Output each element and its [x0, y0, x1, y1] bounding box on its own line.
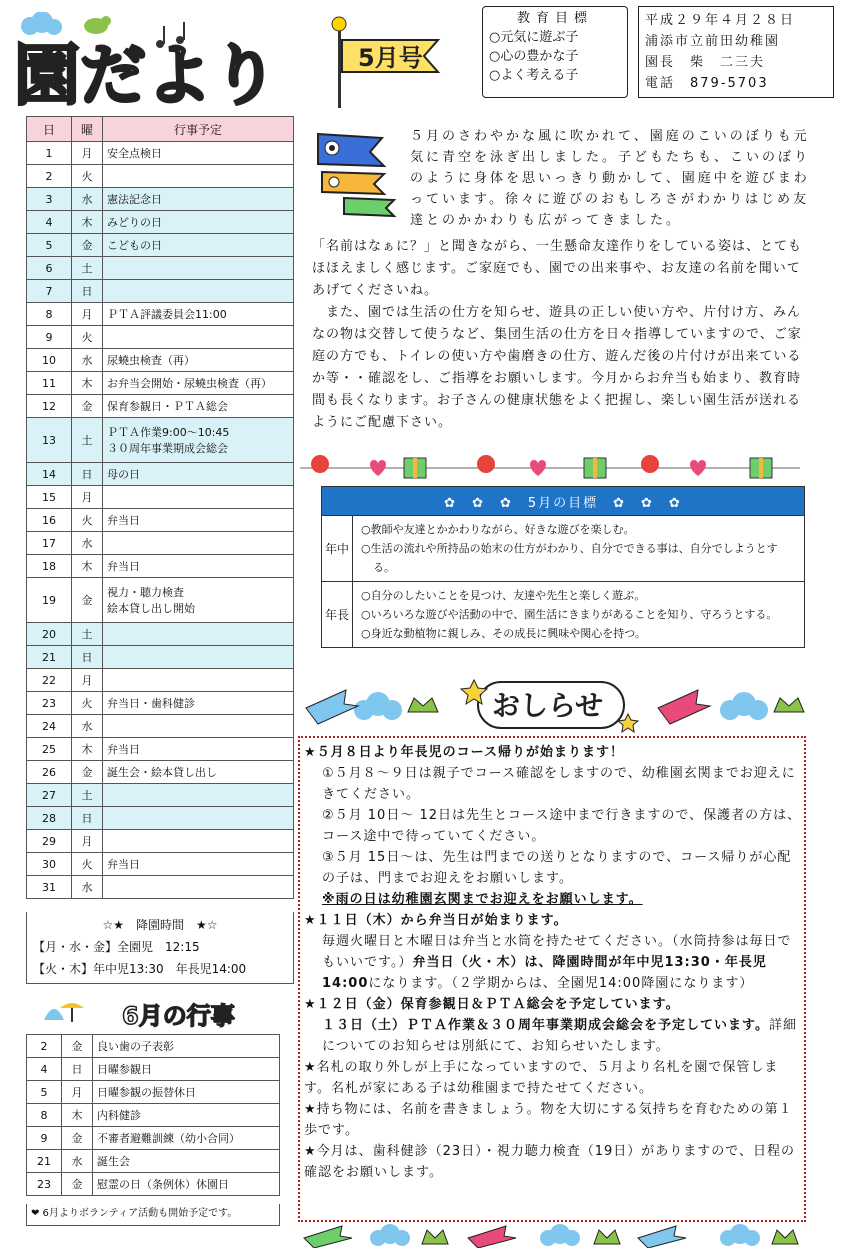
event-cell	[103, 188, 294, 211]
weekday: 土	[72, 257, 103, 280]
weekday: 水	[62, 1150, 93, 1173]
intro-paragraph-2: 「名前はなぁに？」と聞きながら、一生懸命友達作りをしている姿は、とてもほほえましく感じます。ご家庭でも、園での出来事や、お友達の名前を聞いてあげてくださいね。	[312, 239, 803, 298]
day-number: 1	[27, 142, 72, 165]
schedule-row	[27, 715, 294, 738]
day-number: 18	[27, 555, 72, 578]
event-text: 良い歯の子表彰	[93, 1035, 280, 1058]
weekday: 日	[72, 807, 103, 830]
notice-item: ①５月８～９日は親子でコース確認をしますので、幼稚園玄関までお迎えにきてください。	[322, 766, 796, 802]
schedule-row	[27, 623, 294, 646]
day-number: 15	[27, 486, 72, 509]
event-text: 弁当日	[107, 743, 140, 756]
weekday: 木	[72, 738, 103, 761]
day-number: 26	[27, 761, 72, 784]
goal-line: ○教師や友達とかかわりながら、好きな遊びを楽しむ。	[361, 523, 635, 536]
goals-heading: 教育目標	[516, 11, 593, 26]
event-cell	[103, 142, 294, 165]
day-number: 23	[27, 692, 72, 715]
event-cell	[103, 303, 294, 326]
weekday: 金	[62, 1173, 93, 1196]
schedule-row	[27, 142, 294, 165]
nenchu-goals	[353, 516, 805, 582]
schedule-row	[27, 486, 294, 509]
day-number: 23	[27, 1173, 62, 1196]
event-cell	[103, 623, 294, 646]
goal-item: ○よく考える子	[489, 68, 579, 83]
issue-date: 平成２９年４月２８日	[645, 13, 796, 28]
schedule-row	[27, 188, 294, 211]
weekday: 月	[72, 830, 103, 853]
event-cell	[103, 486, 294, 509]
event-text: 不審者避難訓練（幼小合同）	[93, 1127, 280, 1150]
day-number: 16	[27, 509, 72, 532]
schedule-row	[27, 807, 294, 830]
rain-day-note: ※雨の日は幼稚園玄関までお迎えをお願いします。	[322, 892, 643, 907]
event-cell	[103, 280, 294, 303]
weekday: 日	[72, 463, 103, 486]
day-number: 29	[27, 830, 72, 853]
koinobori-icon	[318, 134, 394, 216]
june-row	[27, 1081, 280, 1104]
notice-title: ★５月８日より年長児のコース帰りが始まります！	[304, 745, 625, 760]
event-text: 内科健診	[93, 1104, 280, 1127]
weekday: 火	[72, 853, 103, 876]
oshirase-banner	[298, 670, 806, 734]
schedule-row	[27, 463, 294, 486]
schedule-row	[27, 234, 294, 257]
schedule-row	[27, 646, 294, 669]
dismissal-line: 【火・木】年中児13:30 年長児14:00	[33, 962, 247, 976]
june-row	[27, 1058, 280, 1081]
goal-line: ○自分のしたいことを見つけ、友達や先生と楽しく遊ぶ。	[361, 589, 646, 602]
schedule-row	[27, 418, 294, 463]
event-cell	[103, 509, 294, 532]
weekday: 火	[72, 692, 103, 715]
day-number: 5	[27, 234, 72, 257]
notice-title: ★１１日（木）から弁当日が始まります。	[304, 913, 568, 928]
schedule-row	[27, 303, 294, 326]
phone-number: 電話 879-5703	[645, 76, 769, 91]
event-text: みどりの日	[107, 216, 162, 229]
event-text: 尿蟯虫検査（再）	[107, 354, 195, 367]
june-volunteer-note: ❤ 6月よりボランティア活動も開始予定です。	[26, 1204, 280, 1226]
day-number: 6	[27, 257, 72, 280]
schedule-row	[27, 326, 294, 349]
day-number: 21	[27, 1150, 62, 1173]
day-number: 22	[27, 669, 72, 692]
schedule-row	[27, 395, 294, 418]
event-cell	[103, 372, 294, 395]
notice-item: ★今月は、歯科健診（23日）・視力聴力検査（19日）がありますので、日程の確認をお願いします。	[304, 1144, 795, 1180]
weekday: 土	[72, 623, 103, 646]
notices-content	[304, 742, 802, 1183]
oshirase-title: おしらせ	[492, 689, 604, 722]
day-number: 8	[27, 1104, 62, 1127]
day-number: 8	[27, 303, 72, 326]
notice-item: ③５月 15日～は、先生は門までの送りとなりますので、コース帰りが心配の子は、門までお迎えをお願いします。	[322, 850, 792, 886]
goal-item: ○心の豊かな子	[489, 49, 579, 64]
day-number: 7	[27, 280, 72, 303]
event-text: 日曜参観の振替休日	[93, 1081, 280, 1104]
day-number: 14	[27, 463, 72, 486]
day-number: 9	[27, 1127, 62, 1150]
weekday: 月	[72, 142, 103, 165]
day-number: 24	[27, 715, 72, 738]
goal-line: ○生活の流れや所持品の始末の仕方がわかり、自分でできる事は、自分でしようとする。	[361, 542, 778, 574]
event-text: 慰霊の日（条例休）休園日	[93, 1173, 280, 1196]
lunch-note-c: になります。（２学期からは、全園児14:00降園になります）	[368, 976, 754, 991]
june-row	[27, 1127, 280, 1150]
event-cell	[103, 418, 294, 463]
goal-line: ○身近な動植物に親しみ、その成長に興味や関心を持つ。	[361, 627, 646, 640]
event-cell	[103, 395, 294, 418]
lunch-note-b: 弁当日（火・木）は、降園時間が年中児13:30・年長児14:00	[322, 955, 767, 991]
event-cell	[103, 669, 294, 692]
weekday: 水	[72, 532, 103, 555]
day-number: 30	[27, 853, 72, 876]
event-cell	[103, 761, 294, 784]
day-number: 4	[27, 1058, 62, 1081]
event-text: 弁当日・歯科健診	[107, 697, 195, 710]
schedule-row	[27, 211, 294, 234]
day-number: 5	[27, 1081, 62, 1104]
goal-line: ○いろいろな遊びや活動の中で、園生活にきまりがあることを知り、守ろうとする。	[361, 608, 778, 621]
dismissal-times	[26, 912, 294, 984]
weekday: 火	[72, 509, 103, 532]
event-text: こどもの日	[107, 239, 162, 252]
principal-name: 園長 柴 二三夫	[645, 55, 766, 70]
event-cell	[103, 715, 294, 738]
event-cell	[103, 830, 294, 853]
nencho-goals	[353, 582, 805, 648]
schedule-row	[27, 555, 294, 578]
event-text: 日曜参観日	[93, 1058, 280, 1081]
education-goals-box	[482, 6, 628, 98]
day-number: 2	[27, 165, 72, 188]
intro-paragraph-1: ５月のさわやかな風に吹かれて、園庭のこいのぼりも元気に青空を泳ぎ出しました。子どもたちも、こいのぼりのように身体を思いっきり動かして、園庭中を遊びまわっています。徐々に遊びのおもしろさがわかりはじめ友達とのかかわりも広がってきました。	[410, 129, 811, 228]
notice-title: ★１２日（金）保育参観日＆ＰＴＡ総会を予定しています。	[304, 997, 680, 1012]
koinobori-icon	[304, 1226, 686, 1248]
header-events: 行事予定	[103, 117, 294, 142]
day-number: 28	[27, 807, 72, 830]
day-number: 31	[27, 876, 72, 899]
june-row	[27, 1150, 280, 1173]
lunch-note-a: 毎週火曜日と木曜日は弁当と水筒を持たせてください。（水筒持参は毎日でもいいです。）	[322, 934, 792, 970]
event-cell	[103, 555, 294, 578]
event-cell	[103, 326, 294, 349]
monthly-goals-table	[321, 486, 805, 648]
school-name: 浦添市立前田幼稚園	[645, 34, 781, 49]
event-text: 弁当日	[107, 858, 140, 871]
june-row	[27, 1035, 280, 1058]
event-text: ＰＴＡ作業9:00～10:45	[107, 426, 230, 439]
weekday: 水	[72, 349, 103, 372]
weekday: 水	[72, 188, 103, 211]
schedule-row	[27, 761, 294, 784]
day-number: 2	[27, 1035, 62, 1058]
event-text: 憲法記念日	[107, 193, 162, 206]
weekday: 火	[72, 326, 103, 349]
schedule-row	[27, 509, 294, 532]
header-weekday: 曜	[72, 117, 103, 142]
notice-body	[304, 1015, 802, 1057]
weekday: 木	[72, 211, 103, 234]
event-cell	[103, 853, 294, 876]
dismissal-heading: ☆★ 降園時間 ★☆	[102, 918, 218, 932]
day-number: 9	[27, 326, 72, 349]
event-text: 弁当日	[107, 560, 140, 573]
weekday: 金	[62, 1127, 93, 1150]
schedule-row	[27, 784, 294, 807]
dismissal-line: 【月・水・金】全園児 12:15	[33, 940, 200, 954]
day-number: 4	[27, 211, 72, 234]
weekday: 日	[62, 1058, 93, 1081]
weekday: 月	[62, 1081, 93, 1104]
schedule-row	[27, 372, 294, 395]
event-cell	[103, 876, 294, 899]
weekday: 水	[72, 715, 103, 738]
intro-paragraph-3: また、園では生活の仕方を知らせ、遊具の正しい使い方や、片付け方、みんなの物は交替して使うなど、集団生活の仕方を日々指導していますので、ご家庭の方でも、トイレの使い方や歯磨きの仕方、遊んだ後の片付けが出来ているか等・・確認をし、ご指導をお願いします。今月からお弁当も始まり、教育時間も長くなります。お子さんの健康状態をよく把握し、楽しい園生活が送れるようにご配慮下さい。	[312, 305, 802, 430]
june-title-text: 6月の行事	[122, 1002, 235, 1030]
day-number: 17	[27, 532, 72, 555]
event-cell	[103, 257, 294, 280]
schedule-row	[27, 578, 294, 623]
schedule-row	[27, 738, 294, 761]
event-cell	[103, 784, 294, 807]
weekday: 金	[72, 234, 103, 257]
day-number: 13	[27, 418, 72, 463]
may-schedule-table	[26, 116, 294, 899]
event-text: 誕生会・絵本貸し出し	[107, 766, 217, 779]
event-text: ＰＴＡ評議委員会11:00	[107, 308, 227, 321]
nencho-label: 年長	[322, 582, 353, 648]
day-number: 19	[27, 578, 72, 623]
event-cell	[103, 532, 294, 555]
day-number: 12	[27, 395, 72, 418]
monthly-goals-heading: ✿ ✿ ✿ 5月の目標 ✿ ✿ ✿	[322, 487, 805, 516]
schedule-row	[27, 692, 294, 715]
intro-paragraphs	[312, 236, 810, 434]
event-cell	[103, 738, 294, 761]
flower-gift-border	[300, 452, 800, 480]
event-text: 母の日	[107, 468, 140, 481]
june-row	[27, 1173, 280, 1196]
event-cell	[103, 463, 294, 486]
bottom-border-decoration	[298, 1218, 806, 1248]
schedule-row	[27, 853, 294, 876]
nenchu-label: 年中	[322, 516, 353, 582]
weekday: 火	[72, 165, 103, 188]
day-number: 21	[27, 646, 72, 669]
weekday: 木	[72, 555, 103, 578]
weekday: 土	[72, 784, 103, 807]
event-text: 誕生会	[93, 1150, 280, 1173]
june-events-table	[26, 1034, 280, 1196]
bird-icon	[84, 16, 111, 34]
schedule-row	[27, 349, 294, 372]
weekday: 月	[72, 303, 103, 326]
schedule-row	[27, 532, 294, 555]
weekday: 日	[72, 646, 103, 669]
event-text: 絵本貸し出し開始	[107, 602, 195, 615]
schedule-row	[27, 165, 294, 188]
school-info-box	[638, 6, 834, 98]
day-number: 11	[27, 372, 72, 395]
weekday: 土	[72, 418, 103, 463]
koinobori-icon	[332, 17, 438, 108]
newsletter-title: 園だより	[14, 37, 278, 112]
goal-item: ○元気に遊ぶ子	[489, 30, 579, 45]
title-artwork	[8, 12, 448, 112]
event-cell	[103, 646, 294, 669]
event-cell	[103, 349, 294, 372]
schedule-row	[27, 876, 294, 899]
june-row	[27, 1104, 280, 1127]
day-number: 27	[27, 784, 72, 807]
notice-item: ②５月 10日～ 12日は先生とコース途中まで行きますので、保護者の方は、コース途中で待っていてください。	[322, 808, 802, 844]
weekday: 日	[72, 280, 103, 303]
header-day: 日	[27, 117, 72, 142]
event-cell	[103, 807, 294, 830]
schedule-row	[27, 830, 294, 853]
weekday: 金	[62, 1035, 93, 1058]
weekday: 水	[72, 876, 103, 899]
event-text: お弁当会開始・尿蟯虫検査（再）	[107, 377, 272, 390]
notice-item: ★持ち物には、名前を書きましょう。物を大切にする気持ちを育むための第１歩です。	[304, 1102, 793, 1138]
notice-item: ★名札の取り外しが上手になっていますので、５月より名札を園で保管します。名札が家にある子は幼稚園まで持たせてください。	[304, 1060, 779, 1096]
event-text: 視力・聴力検査	[107, 586, 184, 599]
day-number: 25	[27, 738, 72, 761]
event-cell	[103, 234, 294, 257]
schedule-row	[27, 280, 294, 303]
day-number: 10	[27, 349, 72, 372]
schedule-row	[27, 257, 294, 280]
weekday: 木	[72, 372, 103, 395]
event-cell	[103, 692, 294, 715]
cloud-icon	[21, 12, 62, 35]
pta-detail-note: 詳細についてのお知らせは別紙にて、お知らせいたします。	[322, 1018, 797, 1054]
pta-work-note: １３日（土）ＰＴＡ作業＆３０周年事業期成会総会を予定しています。	[322, 1018, 769, 1033]
month-badge: 5月号	[358, 44, 423, 72]
rain-umbrella-icon	[44, 1003, 84, 1022]
carnation-icon	[311, 455, 659, 473]
event-cell	[103, 211, 294, 234]
event-text: 保育参観日・ＰＴＡ総会	[107, 400, 228, 413]
day-number: 3	[27, 188, 72, 211]
schedule-row	[27, 669, 294, 692]
koinobori-illustration	[312, 128, 404, 220]
day-number: 20	[27, 623, 72, 646]
event-text: 安全点検日	[107, 147, 162, 160]
event-cell	[103, 165, 294, 188]
event-text: 弁当日	[107, 514, 140, 527]
notice-body	[304, 931, 802, 994]
weekday: 金	[72, 761, 103, 784]
june-events-title	[30, 994, 270, 1034]
weekday: 金	[72, 395, 103, 418]
event-text: ３０周年事業期成会総会	[107, 442, 228, 455]
event-cell	[103, 578, 294, 623]
weekday: 月	[72, 669, 103, 692]
weekday: 木	[62, 1104, 93, 1127]
weekday: 金	[72, 578, 103, 623]
weekday: 月	[72, 486, 103, 509]
